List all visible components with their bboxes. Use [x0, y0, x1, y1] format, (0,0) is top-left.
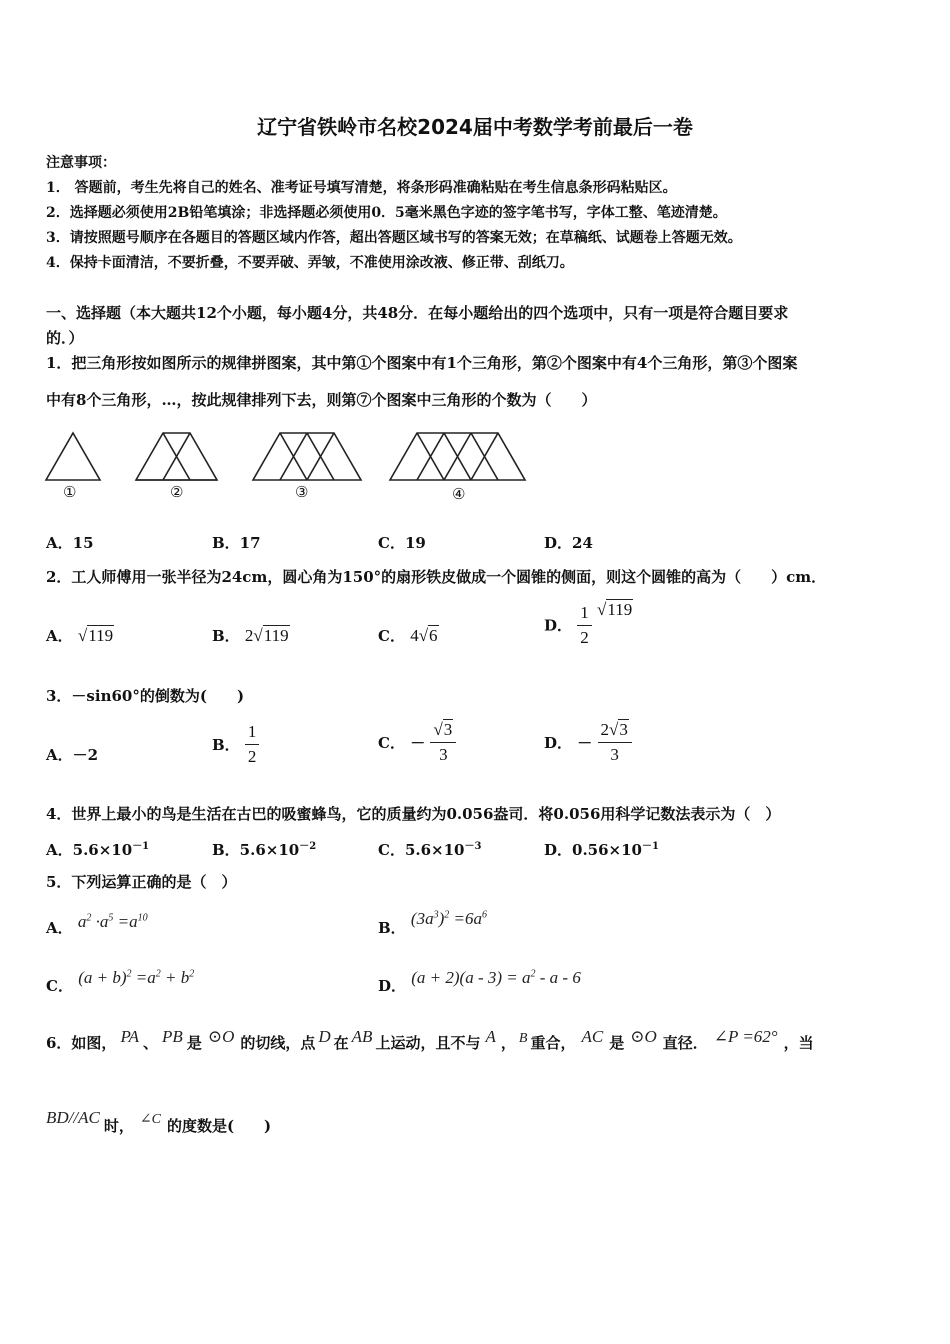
q5-option-d[interactable] [378, 968, 581, 996]
option-sign: － [410, 734, 426, 752]
q6-text: 时， [103, 1117, 134, 1135]
page-title: 辽宁省铁岭市名校2024届中考数学考前最后一卷 [257, 115, 693, 139]
q3-option-c[interactable] [378, 720, 456, 765]
q4-option-a[interactable] [46, 837, 149, 860]
option-sign: － [577, 734, 593, 752]
q1-option-c[interactable]: C．19 [378, 534, 426, 552]
q6-text: 上运动，且不与 [375, 1034, 481, 1052]
notes-heading: 注意事项： [46, 155, 116, 171]
option-text: C．5.6×10 [378, 841, 465, 859]
q6-math: AC [581, 1027, 604, 1046]
q6-text: 是 [609, 1034, 625, 1052]
pattern-1-triangles [46, 433, 100, 480]
note-item: 1． 答题前，考生先将自己的姓名、准考证号填写清楚，将条形码准确粘贴在考生信息条形码粘贴区。 [46, 180, 677, 196]
figure-label: ③ [295, 483, 309, 501]
option-label: D． [544, 616, 573, 635]
question-4-stem: 4．世界上最小的鸟是生活在古巴的吸蜜蜂鸟，它的质量约为0.056盎司．将0.056用科学记数法表示为（ ） [46, 805, 781, 823]
pattern-2-triangles [136, 433, 217, 480]
option-exponent: －3 [464, 841, 482, 852]
q3-option-a[interactable] [46, 744, 98, 765]
option-label: B． [212, 736, 240, 754]
option-expression: $(a + b)^2 =a^2 + b^2$ [78, 968, 195, 987]
q6-text: 在 [333, 1034, 349, 1052]
option-fraction: $\frac{√3}{3}$ [430, 720, 456, 765]
q6-text: ，当 [783, 1034, 814, 1052]
option-label: B． [212, 627, 240, 645]
option-exponent: －2 [299, 841, 317, 852]
q4-option-d[interactable] [544, 837, 659, 860]
q6-math: ⊙O [207, 1027, 235, 1046]
option-text: A．5.6×10 [46, 841, 133, 859]
q4-option-c[interactable] [378, 837, 481, 860]
option-expression: $(a + 2)(a - 3) = a^2 - a - 6$ [411, 968, 581, 987]
q6-math: ⊙O [630, 1027, 657, 1046]
q6-text: 直径． [662, 1034, 708, 1052]
q6-math: B [518, 1031, 528, 1046]
note-item: 3．请按照题号顺序在各题目的答题区域内作答，超出答题区域书写的答案无效；在草稿纸、试题卷上答题无效。 [46, 230, 742, 246]
option-text: D．0.56×10 [544, 841, 642, 859]
note-item: 4．保持卡面清洁，不要折叠，不要弄破、弄皱，不准使用涂改液、修正带、刮纸刀。 [46, 255, 574, 271]
q5-option-b[interactable] [378, 909, 487, 938]
option-exponent: －1 [132, 841, 150, 852]
q2-option-d[interactable] [544, 600, 633, 648]
note-item: 2．选择题必须使用2B铅笔填涂；非选择题必须使用0．5毫米黑色字迹的签字笔书写，字体工整、笔迹清楚。 [46, 205, 727, 221]
question-6-stem-cont [46, 1108, 271, 1136]
q5-option-c[interactable] [46, 968, 194, 996]
q6-math-arc: AB [351, 1027, 373, 1046]
q3-option-b[interactable] [212, 722, 259, 767]
q6-text: 、 [143, 1034, 159, 1052]
q4-option-b[interactable] [212, 837, 316, 860]
option-fraction: $\frac{1}{2}$ [577, 603, 592, 648]
q6-text: 6．如图， [46, 1034, 117, 1052]
option-fraction: $\frac{1}{2}$ [245, 722, 260, 767]
option-expression: －2 [72, 746, 99, 764]
q3-option-d[interactable] [544, 720, 632, 765]
figure-label: ② [170, 483, 184, 501]
q6-math: ∠P =62° [713, 1027, 778, 1046]
option-label: C． [46, 977, 73, 995]
pattern-4-triangles [390, 433, 525, 480]
q6-math: A [485, 1027, 496, 1046]
q6-text: 的切线，点 [240, 1034, 316, 1052]
q6-math: PA [120, 1027, 140, 1046]
question-6-stem [46, 1027, 814, 1053]
figure-label: ④ [452, 485, 466, 503]
pattern-3-triangles [253, 433, 361, 480]
question-2-stem: 2．工人师傅用一张半径为24cm，圆心角为150°的扇形铁皮做成一个圆锥的侧面，则这个圆锥的高为（ ）cm． [46, 568, 827, 586]
option-label: A． [46, 627, 73, 645]
section-heading-cont: 的．） [46, 329, 84, 347]
option-expression: √119 [77, 626, 114, 645]
q6-math: BD//AC [46, 1108, 100, 1127]
q6-math: PB [162, 1027, 183, 1046]
option-exponent: －1 [641, 841, 659, 852]
question-1-stem: 1．把三角形按如图所示的规律拼图案，其中第①个图案中有1个三角形，第②个图案中有4个三角形，第③个图案 [46, 354, 798, 372]
option-expression: 2√119 [244, 626, 289, 645]
question-5-stem: 5．下列运算正确的是（ ） [46, 873, 237, 891]
q1-option-b[interactable]: B．17 [212, 534, 261, 552]
option-label: D． [378, 977, 407, 995]
q2-option-c[interactable] [378, 625, 439, 646]
section-heading: 一、选择题（本大题共12个小题，每小题4分，共48分．在每小题给出的四个选项中，只有一项是符合题目要求 [46, 304, 789, 322]
option-label: C． [378, 734, 405, 752]
option-expression: 4√6 [410, 626, 438, 645]
option-fraction: $\frac{2√3}{3}$ [598, 720, 632, 765]
q1-option-d[interactable]: D．24 [544, 534, 593, 552]
q6-math: ∠C [139, 1112, 161, 1127]
option-label: C． [378, 627, 405, 645]
option-text: B．5.6×10 [212, 841, 300, 859]
option-expression: $(3a^3)^2 =6a^6$ [410, 909, 487, 928]
q5-option-a[interactable] [46, 912, 148, 938]
q6-text: 是 [186, 1034, 202, 1052]
q2-option-a[interactable] [46, 625, 114, 646]
option-expression: $a^2 \cdot a^5 =a^{10}$ [77, 912, 148, 931]
figure-label: ① [63, 483, 77, 501]
option-label: A． [46, 746, 73, 764]
option-label: B． [378, 919, 406, 937]
q6-math: D [318, 1027, 331, 1046]
q6-text: 的度数是( ) [166, 1117, 272, 1135]
q2-option-b[interactable] [212, 625, 290, 646]
question-1-stem-cont: 中有8个三角形，…，按此规律排列下去，则第⑦个图案中三角形的个数为（ ） [46, 391, 597, 409]
option-label: D． [544, 734, 573, 752]
q6-text: ， [500, 1034, 516, 1052]
question-3-stem: 3．－sin60°的倒数为( ) [46, 687, 245, 705]
q6-text: 重合， [530, 1034, 576, 1052]
option-radical: √119 [596, 600, 633, 619]
option-label: A． [46, 919, 73, 937]
q1-option-a[interactable]: A．15 [46, 534, 94, 552]
